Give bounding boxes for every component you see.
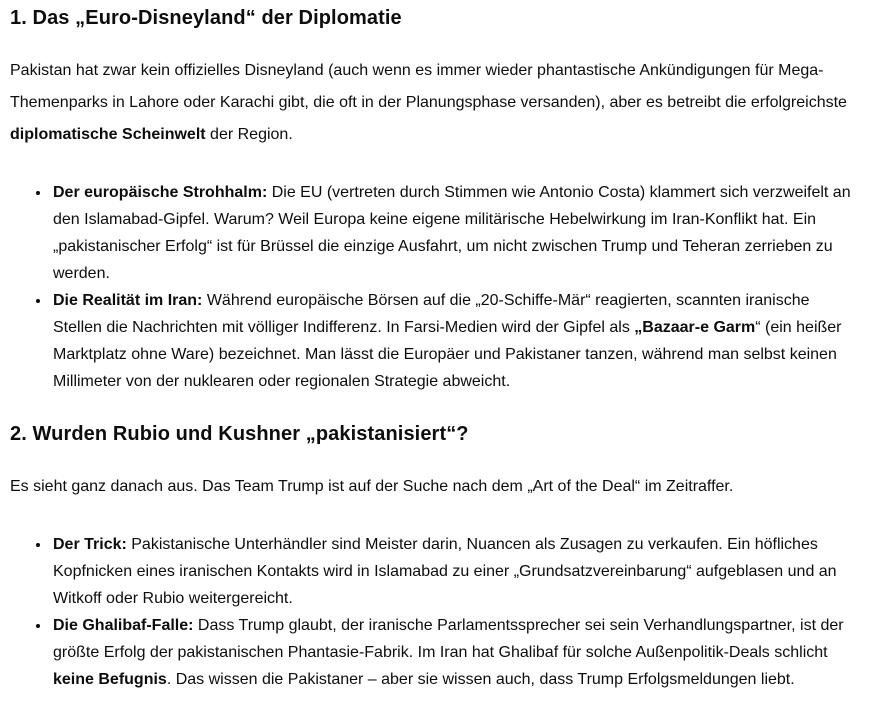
paragraph — [10, 471, 856, 503]
text-run: Während europäische Börsen auf die „20-Schiffe-Mär“ reagierten, scannten iranische Stellen die Nachrichten mit völliger Indifferenz. In Farsi-Medien wird der Gipfel als — [53, 292, 810, 336]
section-heading: 1. Das „Euro-Disneyland“ der Diplomatie — [10, 7, 402, 29]
section-heading: 2. Wurden Rubio und Kushner „pakistanisiert“? — [10, 423, 469, 445]
list-item — [51, 287, 856, 395]
paragraph — [10, 55, 856, 151]
list-item — [51, 612, 856, 693]
text-run: Die EU (vertreten durch Stimmen wie Antonio Costa) klammert sich verzweifelt an den Islamabad-Gipfel. Warum? Weil Europa keine eigene militärische Hebelwirkung im Iran-Konflikt hat. Ein „pakistanischer Erfolg“ ist für Brüssel die einzige Ausfahrt, um nicht zwischen Trump und Teheran zerrieben zu werden. — [53, 184, 851, 282]
text-run: . Das wissen die Pakistaner – aber sie wissen auch, dass Trump Erfolgsmeldungen liebt. — [166, 671, 795, 688]
bold-text-run: Der europäische Strohhalm: — [53, 184, 268, 201]
list-item — [51, 531, 856, 612]
list-item — [51, 179, 856, 287]
bold-text-run: Der Trick: — [53, 536, 127, 553]
text-run: “ (ein heißer Marktplatz ohne Ware) bezeichnet. Man lässt die Europäer und Pakistaner tanzen, während man selbst keinen Millimeter von der nuklearen oder regionalen Strategie abweicht. — [53, 319, 842, 390]
bold-text-run: Die Ghalibaf-Falle: — [53, 617, 194, 634]
bold-text-run: keine Befugnis — [53, 671, 167, 688]
text-run: Pakistan hat zwar kein offizielles Disneyland (auch wenn es immer wieder phantastische Ankündigungen für Mega-Themenparks in Lahore oder Karachi gibt, die oft in der Planungsphase versanden), aber es betreibt die erfolgreichste — [10, 62, 847, 111]
bullet-list — [10, 179, 856, 395]
bold-text-run: „Bazaar-e Garm — [634, 319, 756, 336]
bold-text-run: diplomatische Scheinwelt — [10, 126, 206, 143]
text-run: Dass Trump glaubt, der iranische Parlamentssprecher sei sein Verhandlungspartner, ist der größte Erfolg der pakistanischen Phantasie-Fabrik. Im Iran hat Ghalibaf für solche Außenpolitik-Deals schlicht — [53, 617, 844, 661]
bullet-list — [10, 531, 856, 693]
bold-text-run: Die Realität im Iran: — [53, 292, 203, 309]
text-run: Es sieht ganz danach aus. Das Team Trump ist auf der Suche nach dem „Art of the Deal“ im Zeitraffer. — [10, 478, 734, 495]
text-run: der Region. — [205, 126, 293, 143]
text-run: Pakistanische Unterhändler sind Meister darin, Nuancen als Zusagen zu verkaufen. Ein höfliches Kopfnicken eines iranischen Kontakts wird in Islamabad zu einer „Grundsatzvereinbarung“ aufgeblasen und an Witkoff oder Rubio weitergereicht. — [53, 536, 837, 607]
